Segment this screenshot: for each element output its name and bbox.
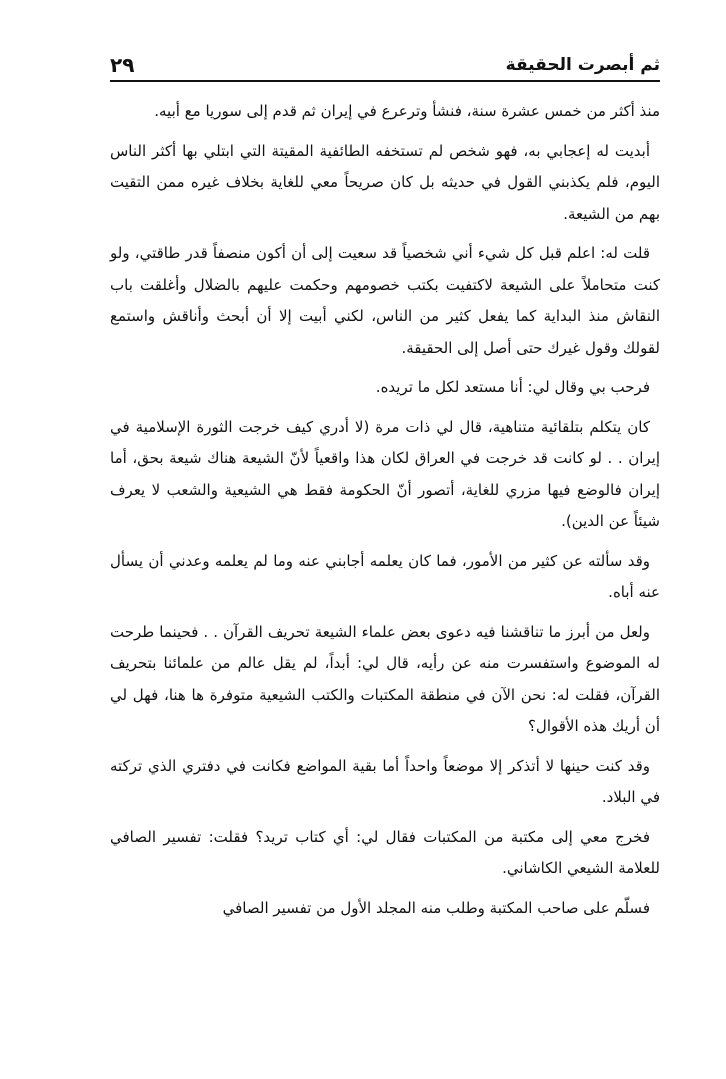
paragraph: ولعل من أبرز ما تناقشنا فيه دعوى بعض علماء الشيعة تحريف القرآن . . فحينما طرحت له الموضوع واستفسرت منه عن رأيه، قال لي: أبداً، لم يقل عالم من علمائنا بتحريف القرآن، فقلت له: نحن الآن في منطقة المكتبات والكتب الشيعية متوفرة ها هنا، فهل لي أن أريك هذه الأقوال؟: [110, 622, 660, 735]
paragraph: فرحب بي وقال لي: أنا مستعد لكل ما تريده.: [375, 378, 650, 396]
paragraph: قلت له: اعلم قبل كل شيء أني شخصياً قد سعيت إلى أن أكون منصفاً قدر طاقتي، ولو كنت متحاملاً على الشيعة لاكتفيت بكتب خصومهم وحكمت عليهم بالضلال وأغلقت باب النقاش منذ البداية كما يفعل كثير من الناس، لكني أبيت إلا أن أبحث وأناقش واستمع لقولك وقول غيرك حتى أصل إلى الحقيقة.: [110, 244, 660, 357]
paragraph: وقد كنت حينها لا أتذكر إلا موضعاً واحداً أما بقية المواضع فكانت في دفتري الذي تركته في البلاد.: [110, 756, 660, 806]
page-header: [110, 50, 660, 82]
page-number: ٢٩: [110, 53, 135, 77]
paragraph: أبديت له إعجابي به، فهو شخص لم تستخفه الطائفية المقيتة التي ابتلي بها أكثر الناس اليوم، فلم يكذبني القول في حديثه بل كان صريحاً معي للغاية بخلاف غيره ممن التقيت بهم من الشيعة.: [110, 141, 660, 223]
paragraph: منذ أكثر من خمس عشرة سنة، فنشأ وترعرع في إيران ثم قدم إلى سوريا مع أبيه.: [154, 102, 660, 120]
paragraph: فخرج معي إلى مكتبة من المكتبات فقال لي: أي كتاب تريد؟ فقلت: تفسير الصافي للعلامة الشيعي الكاشاني.: [110, 827, 660, 877]
paragraph: كان يتكلم بتلقائية متناهية، قال لي ذات مرة (لا أدري كيف خرجت الثورة الإسلامية في إيران . . لو كانت قد خرجت في العراق لكان هذا واقعياً لأنّ الشيعة هناك شيعة بحق، أما إيران فالوضع فيها مزري للغاية، أتصور أنّ الحكومة فقط هي الشيعية والشعب لا يعرف شيئاً عن الدين).: [110, 417, 660, 530]
body-text: [110, 96, 660, 932]
paragraph: فسلّم على صاحب المكتبة وطلب منه المجلد الأول من تفسير الصافي: [222, 898, 650, 917]
running-title: ثم أبصرت الحقيقة: [505, 55, 660, 75]
paragraph: وقد سألته عن كثير من الأمور، فما كان يعلمه أجابني عنه وما لم يعلمه وعدني أن يسأل عنه أباه.: [110, 551, 660, 601]
